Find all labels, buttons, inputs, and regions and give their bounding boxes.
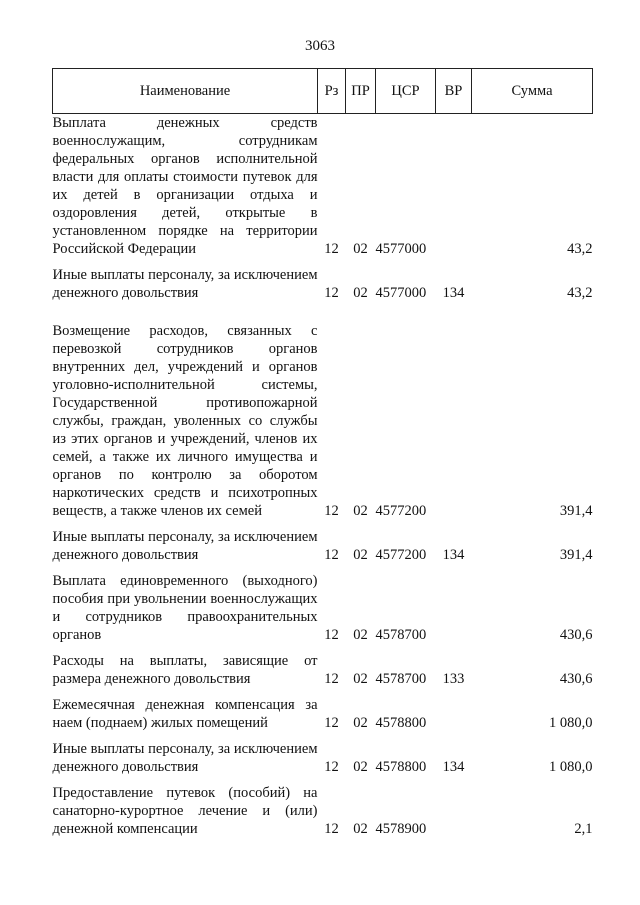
row-pr: 02	[353, 671, 368, 687]
row-name: Ежемесячная денежная компенсация за наем (поднаем) жилых помещений	[52, 697, 318, 731]
table-row	[53, 572, 593, 652]
row-sum: 430,6	[559, 671, 593, 687]
row-pr: 02	[353, 503, 368, 519]
table-row	[53, 528, 593, 572]
row-rz: 12	[324, 503, 339, 519]
row-name: Предоставление путевок (пособий) на санаторно-курортное лечение и (или) денежной компенсации	[52, 785, 318, 837]
column-header-name: Наименование	[53, 69, 318, 114]
table-row	[53, 784, 593, 846]
row-pr: 02	[353, 759, 368, 775]
column-header-rz: Рз	[318, 69, 346, 114]
column-header-vr: ВР	[436, 69, 472, 114]
row-name: Расходы на выплаты, зависящие от размера денежного довольствия	[52, 653, 318, 687]
row-csr: 4578700	[375, 627, 427, 643]
row-vr	[436, 310, 472, 528]
row-csr: 4578800	[375, 715, 427, 731]
row-vr	[436, 696, 472, 740]
row-vr	[436, 114, 472, 267]
table-row	[53, 114, 593, 267]
row-vr: 134	[442, 547, 465, 563]
row-csr: 4578800	[375, 759, 427, 775]
row-sum: 391,4	[559, 503, 593, 519]
row-pr: 02	[353, 241, 368, 257]
row-sum: 391,4	[559, 547, 593, 563]
row-sum: 2,1	[574, 821, 593, 837]
row-vr	[436, 784, 472, 846]
row-vr: 134	[442, 759, 465, 775]
row-csr: 4577000	[375, 285, 427, 301]
row-rz: 12	[324, 759, 339, 775]
row-sum: 1 080,0	[549, 715, 593, 731]
row-csr: 4578900	[375, 821, 427, 837]
row-rz: 12	[324, 627, 339, 643]
row-pr: 02	[353, 547, 368, 563]
row-rz: 12	[324, 821, 339, 837]
table-row	[53, 310, 593, 528]
row-csr: 4577200	[375, 547, 427, 563]
row-name: Иные выплаты персоналу, за исключением денежного довольствия	[52, 267, 318, 301]
row-rz: 12	[324, 671, 339, 687]
row-rz: 12	[324, 241, 339, 257]
row-pr: 02	[353, 821, 368, 837]
row-name: Иные выплаты персоналу, за исключением денежного довольствия	[52, 741, 318, 775]
table-row	[53, 696, 593, 740]
row-sum: 1 080,0	[549, 759, 593, 775]
row-pr: 02	[353, 715, 368, 731]
row-rz: 12	[324, 285, 339, 301]
column-header-csr: ЦСР	[376, 69, 436, 114]
row-name: Возмещение расходов, связанных с перевозкой сотрудников органов внутренних дел, учреждений и органов уголовно-исполнительной системы, Государственной противопожарной службы, граждан, уволенных со службы из этих органов и учреждений, членов их семей, а также их личного имущества и органов по контролю за оборотом наркотических средств и психотропных веществ, а также членов их семей	[52, 323, 318, 519]
row-rz: 12	[324, 547, 339, 563]
row-name: Выплата денежных средств военнослужащим, сотрудникам федеральных органов исполнительной власти для оплаты стоимости путевок для их детей в организации отдыха и оздоровления детей, открытые в установленном порядке на территории Российской Федерации	[52, 115, 318, 257]
page-number: 3063	[305, 38, 335, 54]
budget-table	[52, 68, 593, 846]
row-pr: 02	[353, 285, 368, 301]
table-row	[53, 740, 593, 784]
table-row	[53, 266, 593, 310]
row-sum: 430,6	[559, 627, 593, 643]
row-vr: 134	[442, 285, 465, 301]
row-csr: 4577200	[375, 503, 427, 519]
table-row	[53, 652, 593, 696]
row-name: Выплата единовременного (выходного) пособия при увольнении военнослужащих и сотрудников правоохранительных органов	[52, 573, 318, 643]
row-vr	[436, 572, 472, 652]
row-rz: 12	[324, 715, 339, 731]
row-sum: 43,2	[567, 241, 593, 257]
row-vr: 133	[442, 671, 465, 687]
row-csr: 4578700	[375, 671, 427, 687]
row-sum: 43,2	[567, 285, 593, 301]
row-csr: 4577000	[375, 241, 427, 257]
row-pr: 02	[353, 627, 368, 643]
row-name: Иные выплаты персоналу, за исключением денежного довольствия	[52, 529, 318, 563]
column-header-pr: ПР	[346, 69, 376, 114]
column-header-sum: Сумма	[472, 69, 593, 114]
table-header-row	[53, 69, 593, 114]
